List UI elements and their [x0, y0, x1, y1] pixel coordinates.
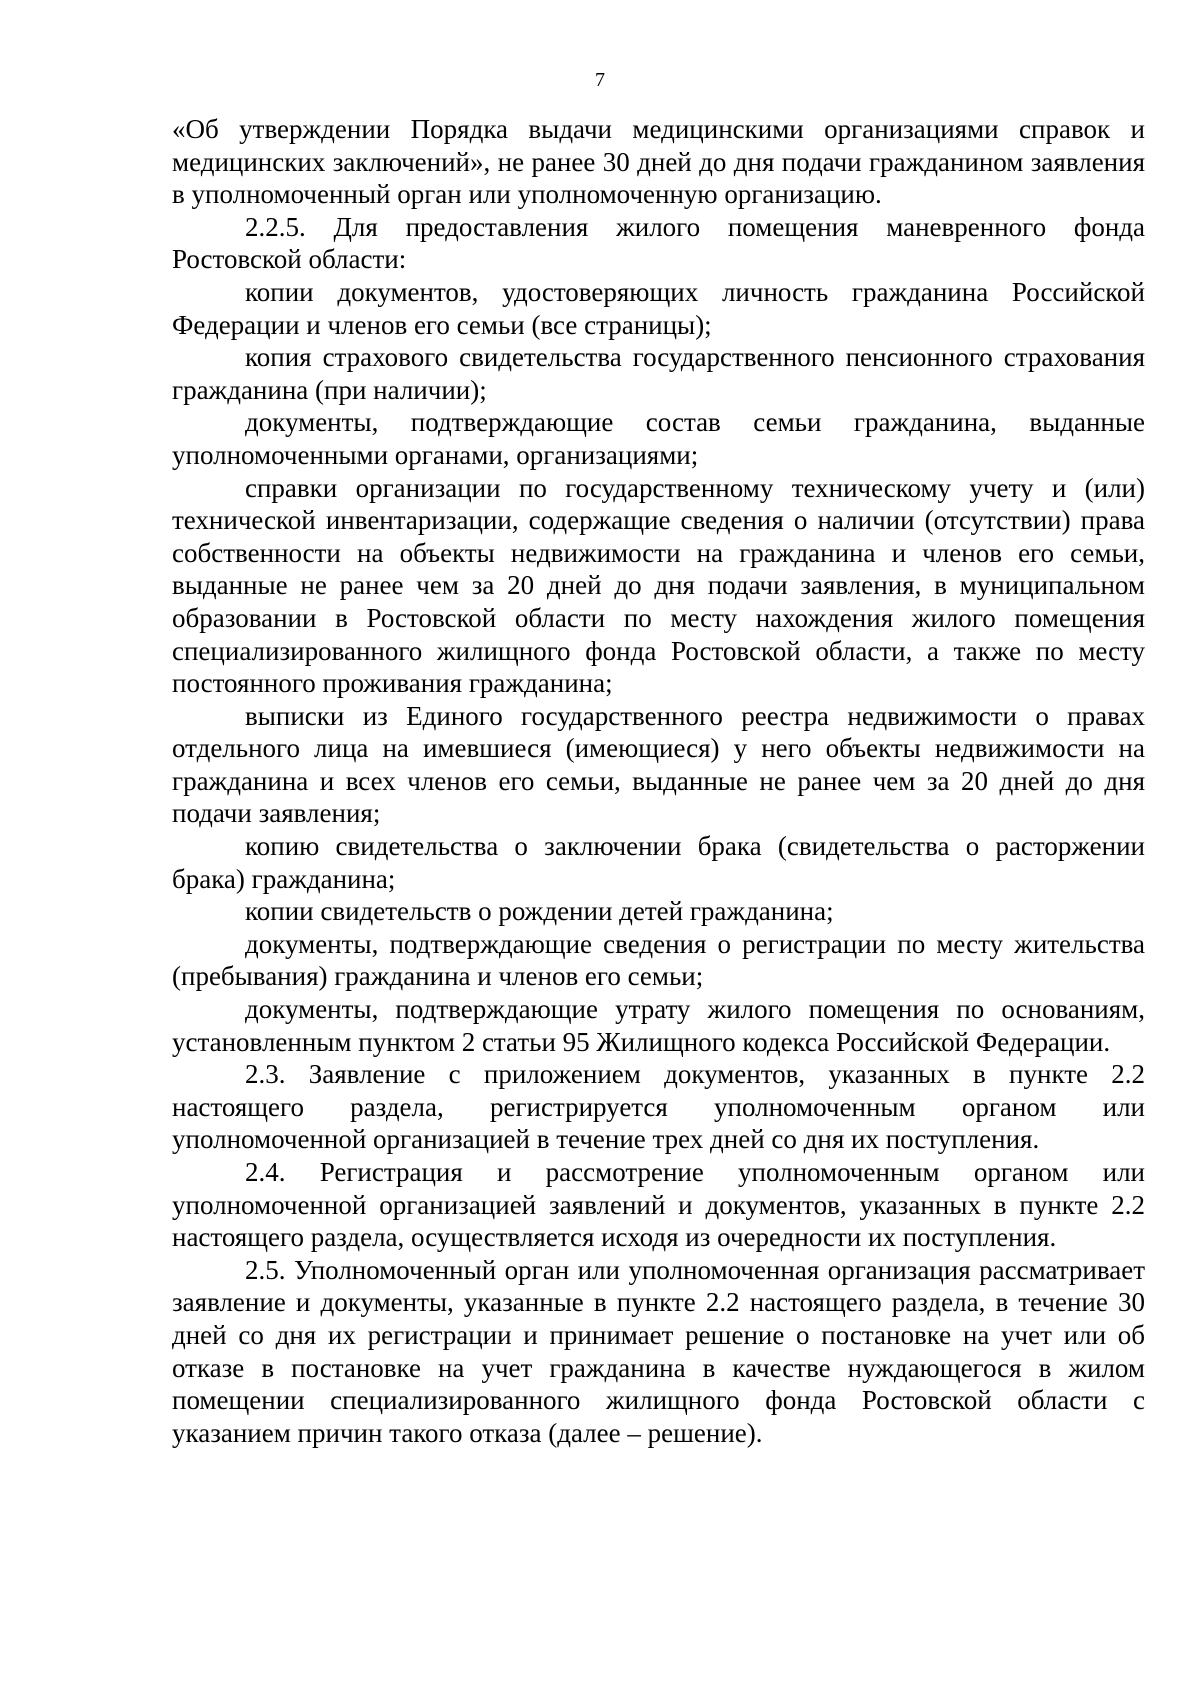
- paragraph-item: копию свидетельства о заключении брака (свидетельства о расторжении брака) гражданина;: [172, 831, 1145, 894]
- document-body: [172, 113, 1145, 1449]
- paragraph-item: копии свидетельств о рождении детей гражданина;: [245, 896, 834, 927]
- page-number: 7: [595, 69, 605, 91]
- paragraph-item: копия страхового свидетельства государственного пенсионного страхования гражданина (при наличии);: [172, 342, 1145, 405]
- paragraph-item: копии документов, удостоверяющих личность гражданина Российской Федерации и членов его семьи (все страницы);: [172, 276, 1145, 340]
- paragraph-2-3: 2.3. Заявление с приложением документов, указанных в пункте 2.2 настоящего раздела, регистрируется уполномоченным органом или уполномоченной организацией в течение трех дней со дня их поступления.: [172, 1059, 1145, 1155]
- paragraph-item: документы, подтверждающие состав семьи гражданина, выданные уполномоченными органами, организациями;: [172, 407, 1145, 470]
- paragraph-item: документы, подтверждающие утрату жилого помещения по основаниям, установленным пунктом 2 статьи 95 Жилищного кодекса Российской Федерации.: [172, 994, 1145, 1057]
- paragraph-continuation: «Об утверждении Порядка выдачи медицинскими организациями справок и медицинских заключений», не ранее 30 дней до дня подачи гражданином заявления в уполномоченный орган или уполномоченную организацию.: [172, 114, 1145, 210]
- paragraph-item: документы, подтверждающие сведения о регистрации по месту жительства (пребывания) гражданина и членов его семьи;: [172, 928, 1145, 992]
- paragraph-item: выписки из Единого государственного реестра недвижимости о правах отдельного лица на имевшиеся (имеющиеся) у него объекты недвижимости на гражданина и всех членов его семьи, выданные не ранее чем за 20 дней до дня подачи заявления;: [172, 700, 1145, 829]
- paragraph-2-2-5: 2.2.5. Для предоставления жилого помещения маневренного фонда Ростовской области:: [172, 211, 1145, 275]
- paragraph-2-4: 2.4. Регистрация и рассмотрение уполномоченным органом или уполномоченной организацией заявлений и документов, указанных в пункте 2.2 настоящего раздела, осуществляется исходя из очередности их поступления.: [172, 1157, 1145, 1253]
- paragraph-item: справки организации по государственному техническому учету и (или) технической инвентаризации, содержащие сведения о наличии (отсутствии) права собственности на объекты недвижимости на гражданина и членов его семьи, выданные не ранее чем за 20 дней до дня подачи заявления, в муниципальном образовании в Ростовской области по месту нахождения жилого помещения специализированного жилищного фонда Ростовской области, а также по месту постоянного проживания гражданина;: [172, 472, 1145, 699]
- paragraph-2-5: 2.5. Уполномоченный орган или уполномоченная организация рассматривает заявление и документы, указанные в пункте 2.2 настоящего раздела, в течение 30 дней со дня их регистрации и принимает решение о постановке на учет или об отказе в постановке на учет гражданина в качестве нуждающегося в жилом помещении специализированного жилищного фонда Ростовской области с указанием причин такого отказа (далее – решение).: [172, 1254, 1145, 1448]
